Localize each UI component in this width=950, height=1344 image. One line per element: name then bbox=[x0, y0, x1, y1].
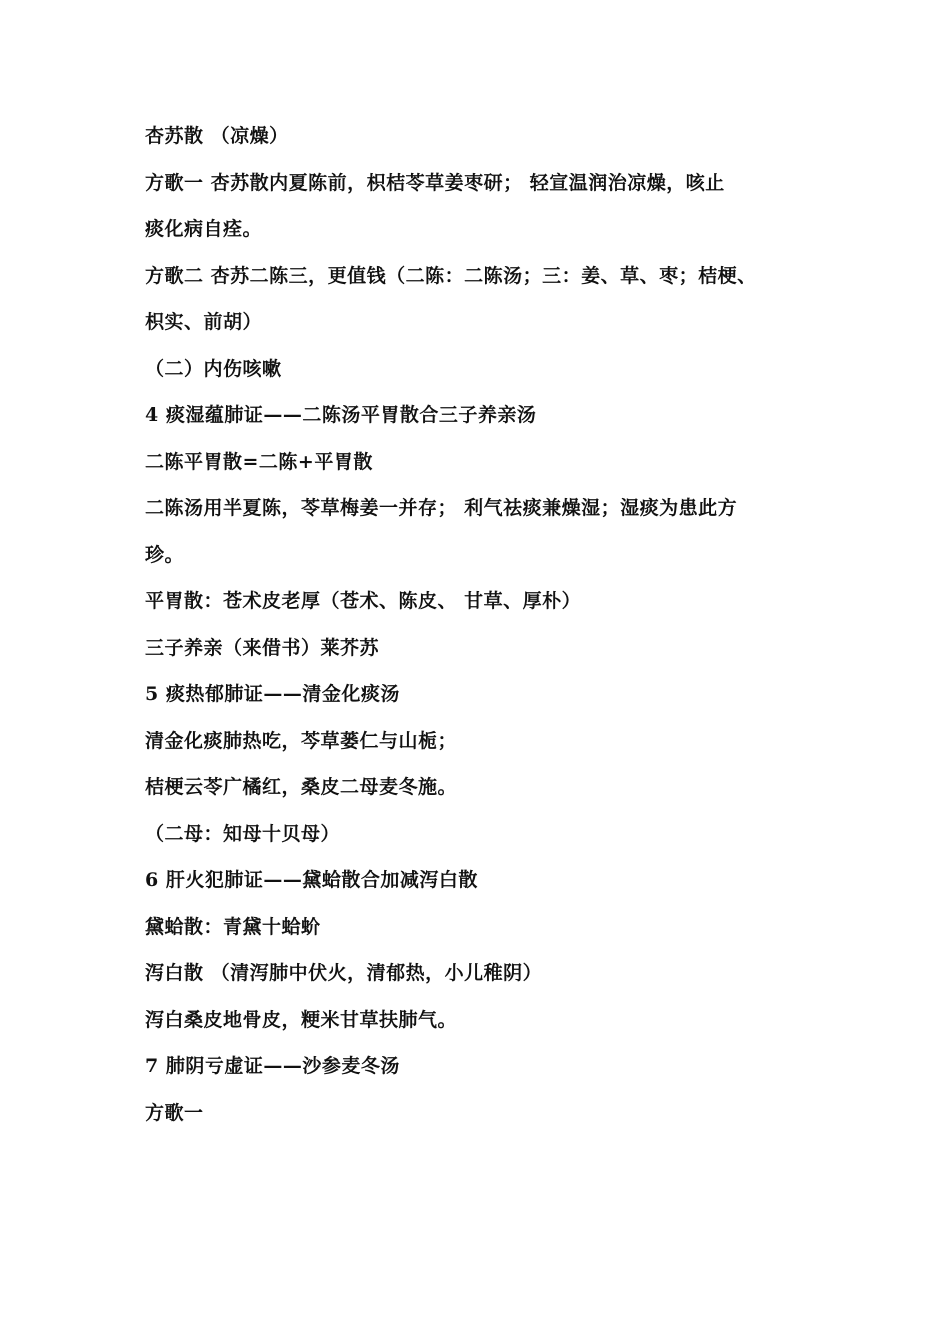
verse-one-line-2: 痰化病自痊。 bbox=[145, 218, 263, 240]
qingjin-verse-line-2: 桔梗云苓广橘红，桑皮二母麦冬施。 bbox=[145, 776, 458, 798]
qingjin-verse-line-1: 清金化痰肺热吃，芩草蒌仁与山栀； bbox=[145, 729, 458, 752]
syndrome-7-heading: 7 肺阴亏虚证——沙参麦冬汤 bbox=[145, 1055, 400, 1077]
verse-two-line-2: 枳实、前胡） bbox=[145, 311, 263, 333]
erchen-verse-line-1: 二陈汤用半夏陈，苓草梅姜一并存； 利气祛痰兼燥湿；湿痰为患此方 bbox=[145, 497, 738, 519]
xiebai-verse: 泻白桑皮地骨皮，粳米甘草扶肺气。 bbox=[145, 1008, 458, 1031]
erchen-pingwei-formula: 二陈平胃散=二陈+平胃散 bbox=[145, 450, 373, 473]
erchen-verse-line-2: 珍。 bbox=[145, 543, 185, 566]
pingwei-san-mnemonic: 平胃散：苍术皮老厚（苍术、陈皮、 甘草、厚朴） bbox=[145, 590, 582, 612]
syndrome-5-heading: 5 痰热郁肺证——清金化痰汤 bbox=[145, 683, 400, 705]
document-body bbox=[145, 116, 835, 1139]
verse-one-line-1: 方歌一 杏苏散内夏陈前，枳桔苓草姜枣研； 轻宣温润治凉燥，咳止 bbox=[145, 171, 725, 194]
verse-one-label: 方歌一 bbox=[145, 1101, 204, 1124]
heading-xingsu-san: 杏苏散 （凉燥） bbox=[145, 125, 289, 147]
sanzi-yangqin-mnemonic: 三子养亲（来借书）莱芥苏 bbox=[145, 636, 380, 659]
daige-san-formula: 黛蛤散：青黛十蛤蚧 bbox=[145, 915, 321, 938]
syndrome-6-heading: 6 肝火犯肺证——黛蛤散合加减泻白散 bbox=[145, 869, 478, 891]
section-heading-internal-cough: （二）内伤咳嗽 bbox=[145, 357, 282, 380]
ermu-note: （二母：知母十贝母） bbox=[145, 822, 341, 845]
syndrome-4-heading: 4 痰湿蕴肺证——二陈汤平胃散合三子养亲汤 bbox=[145, 404, 537, 426]
xiebai-san-heading: 泻白散 （清泻肺中伏火，清郁热，小儿稚阴） bbox=[145, 962, 543, 984]
verse-two-line-1: 方歌二 杏苏二陈三，更值钱（二陈：二陈汤；三：姜、草、枣；桔梗、 bbox=[145, 264, 757, 287]
